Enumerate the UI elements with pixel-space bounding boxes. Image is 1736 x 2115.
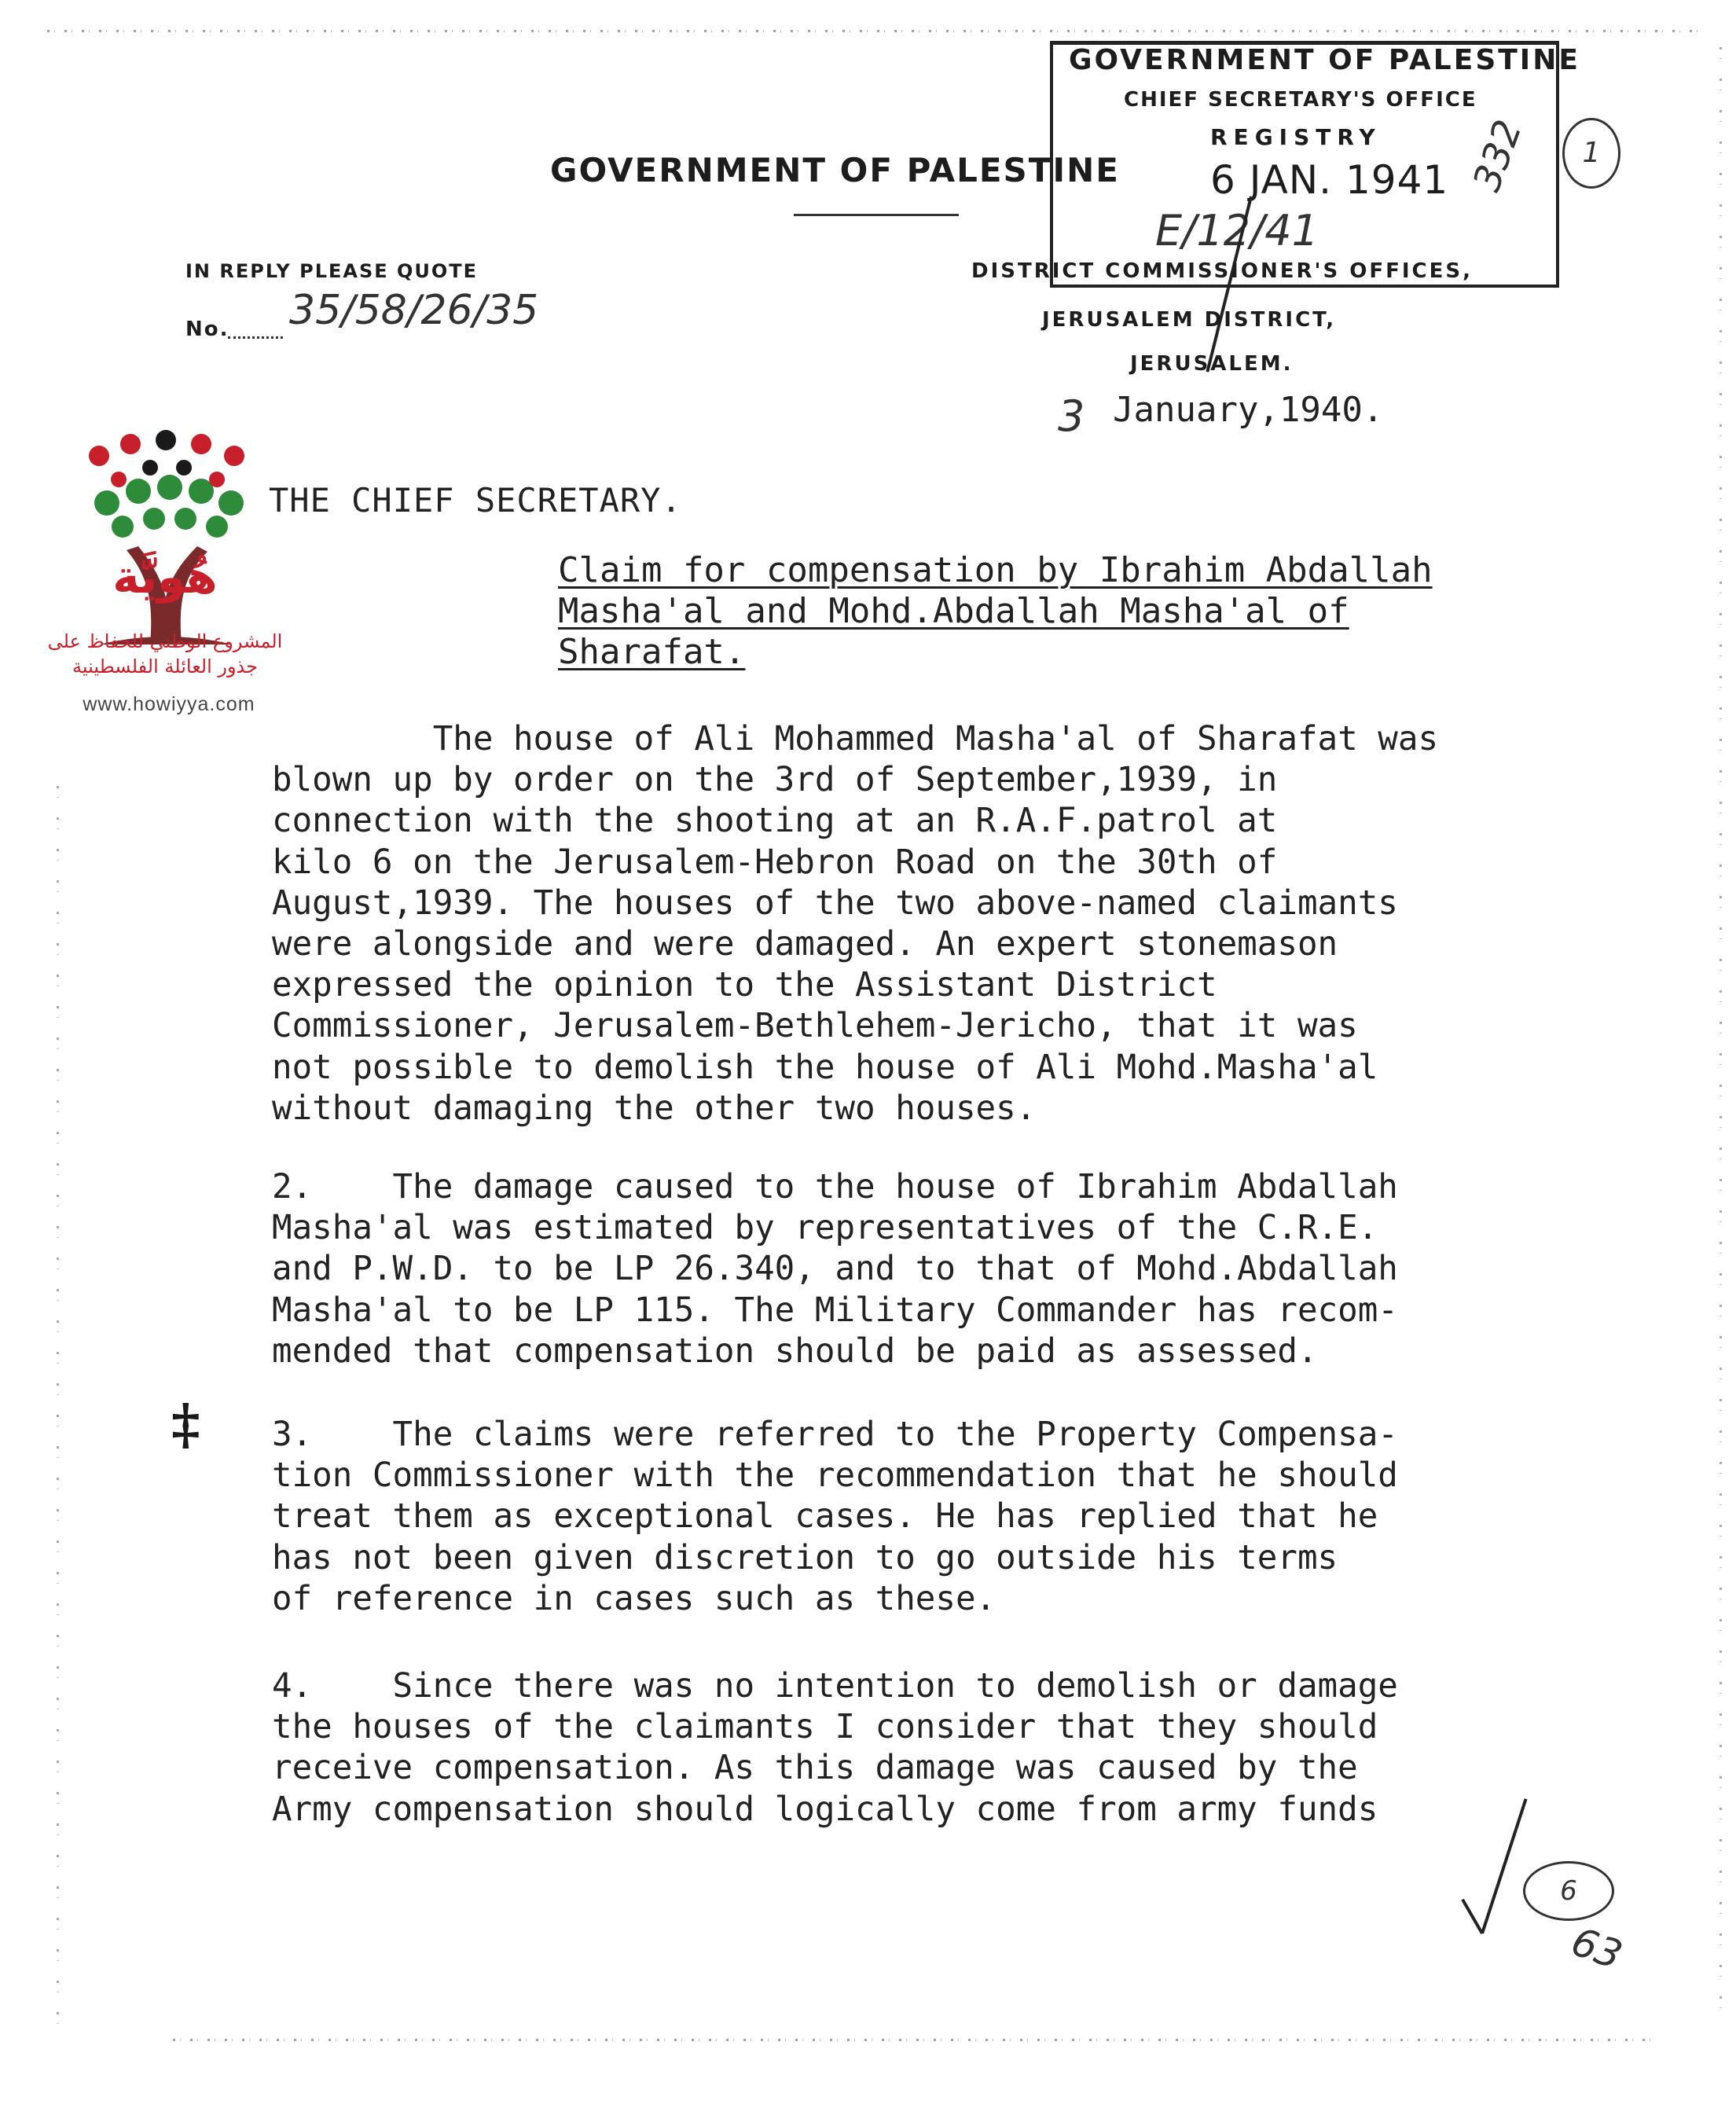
subject-line: Sharafat. [558, 632, 746, 672]
addressee: THE CHIEF SECRETARY. [269, 481, 682, 520]
folio-number-bottom-2: 63 [1565, 1918, 1628, 1979]
body-paragraph-1: The house of Ali Mohammed Masha'al of Sharafat was blown up by order on the 3rd of September,1939, in connection with the shooting at an R.A.F.patrol at kilo 6 on the Jerusalem-Hebron Road on the 30th of August,1939. The houses of the two above-named claimants were alongside and were damaged. An expert stonemason expressed the opinion to the Assistant District Commissioner, Jerusalem-Bethlehem-Jericho, that it was not possible to demolish the house of Ali Mohd.Masha'al without damaging the other two houses. [272, 720, 1439, 1128]
scan-edge-top [47, 30, 1697, 32]
office-line-3: JERUSALEM. [1130, 352, 1294, 376]
handwritten-tick-foot [1461, 1899, 1483, 1934]
watermark-arabic-name: هُويَّة [112, 550, 218, 604]
scan-edge-left [57, 786, 59, 2043]
letterhead-title: GOVERNMENT OF PALESTINE [550, 151, 1120, 189]
body-paragraph-4: 4. Since there was no intention to demolish or damage the houses of the claimants I consider that they should receive compensation. As this damage was caused by the Army compensation should logically come from army funds [272, 1667, 1398, 1829]
body-paragraph-2: 2. The damage caused to the house of Ibrahim Abdallah Masha'al was estimated by representatives of the C.R.E. and P.W.D. to be LP 26.340, and to that of Mohd.Abdallah Masha'al to be LP 115. The Military Commander has recom- mended that compensation should be paid as assessed. [272, 1168, 1398, 1371]
reference-no-label: No. [185, 318, 229, 341]
stamp-date: 6 JAN. 1941 [1210, 157, 1449, 203]
watermark-url: www.howiyya.com [83, 693, 255, 715]
folio-number-bottom: 6 [1523, 1861, 1614, 1921]
stamp-line-government: GOVERNMENT OF PALESTINE [1069, 44, 1580, 76]
title-rule [794, 214, 959, 216]
office-line-1: DISTRICT COMMISSIONER'S OFFICES, [971, 259, 1473, 283]
reference-number: 35/58/26/35 [289, 287, 539, 334]
stamp-handwritten-ref: E/12/41 [1155, 206, 1319, 255]
stamp-handwritten-side: 332 [1464, 114, 1531, 197]
watermark-tagline-line2: جذور العائلة الفلسطينية [72, 655, 258, 677]
body-paragraph-3: 3. The claims were referred to the Property Compensa- tion Commissioner with the recommendation that he should treat them as exceptional cases. He has replied that he has not been given discretion to go outside his terms of reference in cases such as these. [272, 1416, 1398, 1618]
reply-quote-label: IN REPLY PLEASE QUOTE [185, 260, 479, 282]
letter-date: January,1940. [1113, 390, 1384, 430]
scan-edge-bottom [173, 2039, 1658, 2041]
scan-edge-right [1719, 47, 1722, 2012]
subject-block [558, 550, 1611, 673]
stamp-line-office: CHIEF SECRETARY'S OFFICE [1124, 88, 1477, 112]
watermark-arabic-tagline [47, 629, 283, 679]
margin-mark: ‡ [171, 1391, 200, 1456]
watermark-tagline-line1: المشروع الوطني للحفاظ على [47, 630, 283, 652]
subject-line: Claim for compensation by Ibrahim Abdallah [558, 550, 1433, 590]
date-day-handwritten: 3 [1058, 391, 1085, 441]
subject-line: Masha'al and Mohd.Abdallah Masha'al of [558, 591, 1349, 631]
stamp-line-registry: REGISTRY [1210, 124, 1382, 150]
reference-dotted-line [228, 336, 283, 339]
office-line-2: JERUSALEM DISTRICT, [1042, 308, 1337, 332]
folio-number-top: 1 [1562, 118, 1620, 189]
